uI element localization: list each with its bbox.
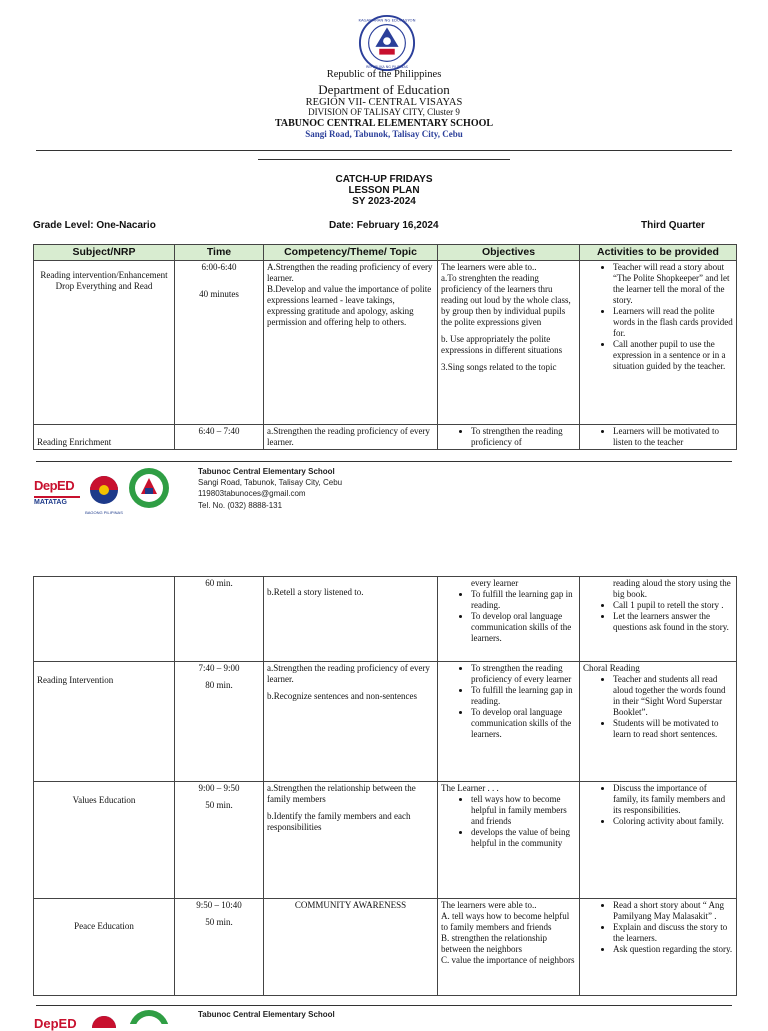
objectives-cell (438, 424, 580, 449)
list-item: • Ask question regarding the story. (613, 944, 733, 955)
activities-list (583, 900, 733, 955)
division-line: DIVISION OF TALISAY CITY, Cluster 9 (308, 107, 460, 117)
subject-cell: Reading intervention/Enhancement Drop Everything and Read (34, 260, 175, 424)
header-divider-short (258, 159, 510, 160)
bagong-pilipinas-wordmark: BAGONG PILIPINAS (85, 510, 123, 515)
region-line: REGION VII- CENTRAL VISAYAS (305, 97, 463, 108)
deped-wordmark-page2: DepED (34, 1016, 77, 1031)
list-item: • Learners will be motivated to listen to the teacher (613, 426, 733, 448)
time-cell (175, 662, 264, 782)
activities-cell (580, 662, 737, 782)
objectives-cell (438, 577, 580, 662)
table-row (34, 424, 737, 449)
competency-a: a.Strengthen the reading proficiency of every learner. (267, 663, 430, 684)
competency-b: b.Recognize sentences and non-sentences (267, 690, 417, 701)
time-range: 7:40 – 9:00 (198, 663, 240, 673)
quarter: Third Quarter (641, 220, 705, 231)
competency-b: b.Identify the family members and each responsibilities (267, 810, 411, 832)
list-item: • To strengthen the reading proficiency of every learner (471, 663, 576, 685)
time-duration: 50 min. (205, 916, 233, 927)
subject-cell: Peace Education (34, 899, 175, 996)
subject-cell (34, 577, 175, 662)
footer-tel: Tel. No. (032) 8888-131 (198, 500, 283, 510)
objective-c: 3.Sing songs related to the topic (441, 361, 557, 372)
competency-text: b.Retell a story listened to. (267, 587, 364, 597)
competency-cell (264, 662, 438, 782)
competency-cell: a.Strengthen the reading proficiency of every learner. (264, 424, 438, 449)
time-cell: 6:40 – 7:40 (175, 424, 264, 449)
subject-cell: Reading Intervention (34, 662, 175, 782)
header-objectives: Objectives (438, 245, 580, 261)
footer-school-page2: Tabunoc Central Elementary School (198, 1010, 335, 1019)
footer-address-block (198, 466, 342, 511)
subject-cell: Reading Enrichment (34, 424, 175, 449)
header-divider (36, 150, 732, 151)
competency-cell (264, 577, 438, 662)
objectives-cell (438, 782, 580, 899)
list-item: • To develop oral language communication skills of the learners. (471, 707, 576, 740)
footer-email: 119803tabunoces@gmail.com (198, 489, 306, 499)
republic-line: Republic of the Philippines (326, 69, 442, 80)
footer-address-block-page2 (198, 1009, 335, 1020)
department-line: Department of Education (318, 82, 450, 97)
table-row (34, 260, 737, 424)
list-item: • Discuss the importance of family, its family members and its responsibilities. (613, 783, 733, 816)
footer-divider-page2 (36, 1005, 732, 1006)
objectives-cell: The learners were able to.. A. tell ways how to become helpful to family members and friends B. strengthen the relationship between the neighbors C. value the importance of neighbors (438, 899, 580, 996)
time-cell: 60 min. (175, 577, 264, 662)
time-duration: 50 min. (205, 799, 233, 810)
activities-list (583, 600, 733, 633)
header-time: Time (175, 245, 264, 261)
deped-seal-logo (358, 14, 416, 72)
bagong-pilipinas-logo (86, 474, 122, 514)
time-duration: 80 min. (205, 679, 233, 690)
activities-list (583, 783, 733, 827)
school-seal-logo-page2 (128, 1009, 170, 1024)
activities-cell (580, 899, 737, 996)
subject-cell: Values Education (34, 782, 175, 899)
objectives-intro: The learners were able to.. (441, 261, 537, 272)
bagong-pilipinas-logo-page2 (86, 1014, 122, 1028)
list-item: • Let the learners answer the questions ask found in the story. (613, 611, 733, 633)
list-item: • Teacher will read a story about “The Polite Shopkeeper” and let the learner tell the moral of the story. (613, 262, 733, 306)
time-cell (175, 260, 264, 424)
header-competency: Competency/Theme/ Topic (264, 245, 438, 261)
activities-cell (580, 577, 737, 662)
list-item: • tell ways how to become helpful in family members and friends (471, 794, 576, 827)
list-item: • To fulfill the learning gap in reading. (471, 685, 576, 707)
list-item: • Learners will read the polite words in the flash cards provided for. (613, 306, 733, 339)
time-cell (175, 782, 264, 899)
deped-wordmark: DepED (34, 478, 75, 493)
header-activities: Activities to be provided (580, 245, 737, 261)
list-item: • To develop oral language communication skills of the learners. (471, 611, 576, 644)
activities-list (583, 426, 733, 448)
competency-a: a.Strengthen the relationship between the family members (267, 783, 416, 804)
svg-text:KAGAWARAN NG EDUKASYON: KAGAWARAN NG EDUKASYON (358, 17, 416, 23)
objectives-list (441, 794, 576, 849)
competency-cell: COMMUNITY AWARENESS (264, 899, 438, 996)
matatag-wordmark: MATATAG (34, 496, 80, 506)
objectives-list (441, 663, 576, 740)
time-range: 6:00-6:40 (201, 261, 237, 272)
title-line-2: LESSON PLAN (348, 185, 420, 196)
school-address: Sangi Road, Tabunok, Talisay City, Cebu (305, 129, 463, 139)
activities-cell (580, 424, 737, 449)
activities-cell (580, 260, 737, 424)
competency-cell: A.Strengthen the reading proficiency of every learner. B.Develop and value the importance of polite expressions learned - leave takings, expressing gratitude and apology, asking permission and offering help to others. (264, 260, 438, 424)
list-item: • Call another pupil to use the expression in a sentence or in a situation guided by the teacher. (613, 339, 733, 372)
activities-list (583, 262, 733, 372)
time-range: 9:00 – 9:50 (198, 783, 240, 793)
school-seal-logo (128, 467, 170, 509)
objectives-cell (438, 260, 580, 424)
time-cell (175, 899, 264, 996)
list-item: • Explain and discuss the story to the learners. (613, 922, 733, 944)
table-header-row (34, 245, 737, 261)
list-item: • develops the value of being helpful in the community (471, 827, 576, 849)
table-row (34, 899, 737, 996)
grade-level: Grade Level: One-Nacario (33, 220, 156, 231)
footer-school: Tabunoc Central Elementary School (198, 467, 335, 476)
table-row (34, 577, 737, 662)
list-item: • Call 1 pupil to retell the story . (613, 600, 733, 611)
lesson-plan-table-page2 (33, 576, 737, 996)
header-subject: Subject/NRP (34, 245, 175, 261)
table-row (34, 662, 737, 782)
table-row (34, 782, 737, 899)
time-duration: 40 minutes (199, 288, 239, 299)
list-item: • Teacher and students all read aloud together the words found in their “Sight Word Superstar Booklet”. (613, 674, 733, 718)
school-name: TABUNOC CENTRAL ELEMENTARY SCHOOL (274, 118, 494, 129)
activities-list (583, 674, 733, 740)
list-item: • To strengthen the reading proficiency of (471, 426, 576, 448)
title-line-3: SY 2023-2024 (352, 196, 416, 207)
footer-address: Sangi Road, Tabunok, Talisay City, Cebu (198, 478, 343, 488)
footer-divider (36, 461, 732, 462)
objectives-list (441, 589, 576, 644)
svg-text:REPUBLIKA NG PILIPINAS: REPUBLIKA NG PILIPINAS (366, 65, 408, 70)
lesson-date: Date: February 16,2024 (329, 220, 439, 231)
time-range: 9:50 – 10:40 (196, 900, 242, 910)
list-item: • Students will be motivated to learn to read short sentences. (613, 718, 733, 740)
list-item: • Coloring activity about family. (613, 816, 733, 827)
competency-cell (264, 782, 438, 899)
activity-continuation: reading aloud the story using the big book. (613, 578, 731, 599)
list-item: • To fulfill the learning gap in reading. (471, 589, 576, 611)
objective-b: b. Use appropriately the polite expressions in different situations (441, 333, 563, 355)
objective-a: a.To strenghten the reading proficiency of the learners thru reading out loud by the whole class, by group then by individual pupils the polite expressions given (441, 272, 571, 327)
deped-matatag-logo (34, 478, 80, 514)
objectives-cell (438, 662, 580, 782)
objective-continuation: every learner (471, 578, 519, 588)
list-item: • Read a short story about “ Ang Pamilyang May Malasakit” . (613, 900, 733, 922)
title-line-1: CATCH-UP FRIDAYS (335, 174, 433, 185)
objectives-intro: The Learner . . . (441, 783, 499, 793)
lesson-plan-table-page1 (33, 244, 737, 450)
objectives-list (441, 426, 576, 448)
activity-heading: Choral Reading (583, 663, 640, 673)
activities-cell (580, 782, 737, 899)
